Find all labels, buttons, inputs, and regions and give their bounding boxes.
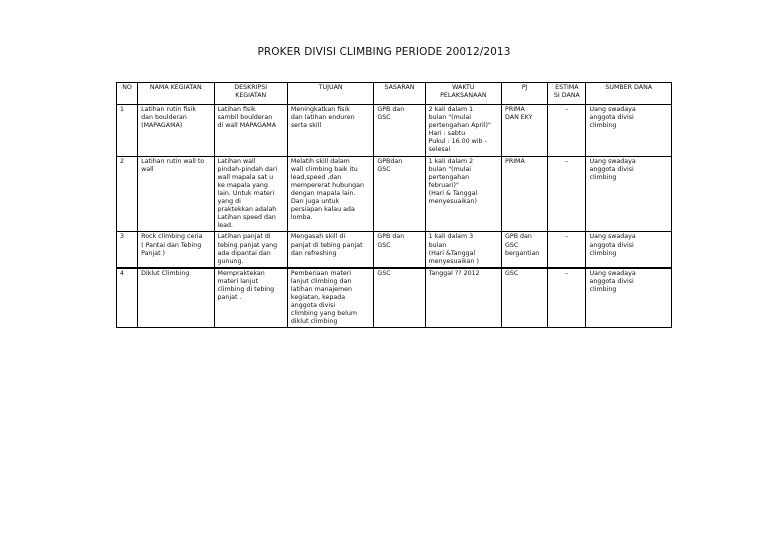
header-row bbox=[117, 83, 672, 105]
header-waktu-pelaksanaan: WAKTU PELAKSANAAN bbox=[425, 83, 501, 105]
cell-tujuan: Meningkatkan fisik dan latihan enduren serta skill bbox=[287, 105, 373, 157]
cell-deskripsi: Latihan fisik sambil boulderan di wall MAPAGAMA bbox=[214, 105, 287, 157]
cell-sumber-dana: Uang swadaya anggota divisi climbing bbox=[586, 268, 672, 328]
cell-sumber-dana: Uang swadaya anggota divisi climbing bbox=[586, 105, 672, 157]
cell-estimasi-dana: – bbox=[548, 105, 586, 157]
cell-deskripsi: Mempraktekan materi lanjut climbing di tebing panjat . bbox=[214, 268, 287, 328]
header-pj: PJ bbox=[502, 83, 548, 105]
header-no: NO bbox=[117, 83, 138, 105]
cell-waktu: 1 kali dalam 2 bulan "(mulai pertengahan februari)" (Hari & Tanggal menyesuaikan) bbox=[425, 156, 501, 232]
header-sumber-dana: SUMBER DANA bbox=[586, 83, 672, 105]
cell-waktu: 1 kali dalam 3 bulan (Hari &Tanggal menyesuaikan ) bbox=[425, 232, 501, 268]
document-title: PROKER DIVISI CLIMBING PERIODE 20012/2013 bbox=[257, 46, 511, 58]
cell-sumber-dana: Uang swadaya anggota divisi climbing bbox=[586, 156, 672, 232]
cell-tujuan: Melatih skill dalam wall climbing baik itu lead,speed ,dan mempererat hubungan dengan mapala lain. Dan juga untuk persiapan kalau ada lomba. bbox=[287, 156, 373, 232]
cell-nama: Diklut Climbing bbox=[138, 268, 214, 328]
header-estimasi-dana: ESTIMA SI DANA bbox=[548, 83, 586, 105]
cell-pj: PRIMA bbox=[502, 156, 548, 232]
cell-waktu: 2 kali dalam 1 bulan "(mulai pertengahan April)" Hari : sabtu Pukul : 16.00 wib - selesai bbox=[425, 105, 501, 157]
cell-estimasi-dana: – bbox=[548, 156, 586, 232]
table-row bbox=[117, 105, 672, 157]
cell-tujuan: Pemberiaan materi lanjut climbing dan latihan manajemen kegiatan, kepada anggota divisi climbing yang belum diklut climbing bbox=[287, 268, 373, 328]
cell-no: 3 bbox=[117, 232, 138, 268]
cell-sasaran: GPBdan GSC bbox=[374, 156, 425, 232]
cell-pj: PRIMA DAN EKY bbox=[502, 105, 548, 157]
cell-deskripsi: Latihan wall pindah-pindah dari wall mapala sat u ke mapala yang lain. Untuk materi yang di praktekkan adalah Latihan speed dan lead. bbox=[214, 156, 287, 232]
cell-no: 4 bbox=[117, 268, 138, 328]
cell-nama: Latihan rutin wall to wall bbox=[138, 156, 214, 232]
table-row bbox=[117, 268, 672, 328]
cell-tujuan: Mengasah skill di panjat di tebing panjat dan refreshing bbox=[287, 232, 373, 268]
cell-estimasi-dana: – bbox=[548, 268, 586, 328]
cell-sasaran: GPB dan GSC bbox=[374, 105, 425, 157]
header-deskripsi-kegiatan: DESKRIPSI KEGIATAN bbox=[214, 83, 287, 105]
cell-pj: GSC bbox=[502, 268, 548, 328]
cell-estimasi-dana: – bbox=[548, 232, 586, 268]
table-row bbox=[117, 156, 672, 232]
header-tujuan: TUJUAN bbox=[287, 83, 373, 105]
cell-deskripsi: Latihan panjat di tebing panjat yang ada dipantai dan gunung. bbox=[214, 232, 287, 268]
cell-pj: GPB dan GSC bergantian bbox=[502, 232, 548, 268]
table-row bbox=[117, 232, 672, 268]
cell-nama: Rock climbing ceria ( Pantai dan Tebing Panjat ) bbox=[138, 232, 214, 268]
header-nama-kegiatan: NAMA KEGIATAN bbox=[138, 83, 214, 105]
cell-no: 1 bbox=[117, 105, 138, 157]
header-sasaran: SASARAN bbox=[374, 83, 425, 105]
cell-sasaran: GPB dan GSC bbox=[374, 232, 425, 268]
cell-waktu: Tanggal ?? 2012 bbox=[425, 268, 501, 328]
cell-sumber-dana: Uang swadaya anggota divisi climbing bbox=[586, 232, 672, 268]
cell-no: 2 bbox=[117, 156, 138, 232]
cell-nama: Latihan rutin fisik dan boulderan (MAPAGAMA) bbox=[138, 105, 214, 157]
proker-table bbox=[116, 82, 672, 328]
cell-sasaran: GSC bbox=[374, 268, 425, 328]
